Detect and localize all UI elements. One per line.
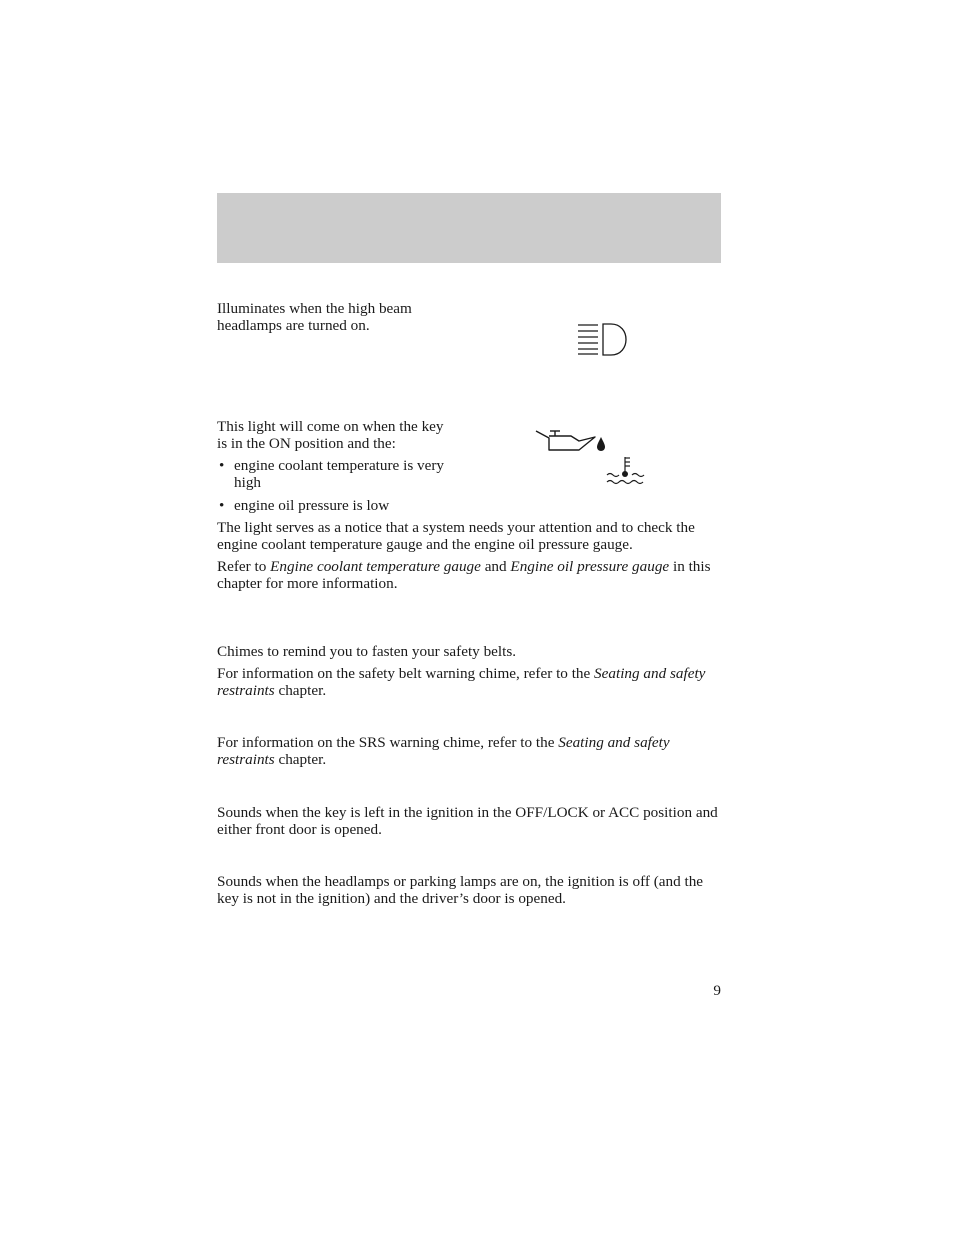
headlamps-on-section	[217, 873, 721, 907]
safety-belt-section	[217, 643, 721, 699]
high-beam-section	[217, 300, 449, 334]
chapter-reference-link: Seating and safety restraints	[217, 734, 670, 768]
page-number: 9	[713, 982, 721, 999]
coolant-temperature-icon	[605, 455, 647, 487]
srs-reference: For information on the SRS warning chime, refer to the Seating and safety restraints chapter.	[217, 734, 670, 768]
engine-warning-reference: Refer to Engine coolant temperature gauge and Engine oil pressure gauge in this chapter for more information.	[217, 558, 711, 592]
gauge-reference-link: Engine coolant temperature gauge	[270, 558, 481, 575]
engine-warning-section	[217, 418, 721, 592]
section-header-band	[217, 193, 721, 263]
headlamps-on-description: Sounds when the headlamps or parking lamps are on, the ignition is off (and the key is not in the ignition) and the driver’s door is opened.	[217, 873, 704, 907]
high-beam-icon	[576, 322, 632, 358]
srs-section	[217, 734, 721, 768]
high-beam-description: Illuminates when the high beam headlamps are turned on.	[217, 300, 412, 334]
key-in-ignition-section	[217, 804, 721, 838]
engine-warning-notice: The light serves as a notice that a system needs your attention and to check the engine coolant temperature gauge and the engine oil pressure gauge.	[217, 519, 695, 553]
chapter-reference-link: Seating and safety restraints	[217, 665, 706, 699]
oil-can-icon	[533, 426, 607, 456]
list-item: • engine oil pressure is low	[217, 497, 457, 514]
engine-warning-intro: This light will come on when the key is in the ON position and the:	[217, 418, 444, 452]
key-in-ignition-description: Sounds when the key is left in the ignition in the OFF/LOCK or ACC position and either front door is opened.	[217, 804, 718, 838]
gauge-reference-link: Engine oil pressure gauge	[510, 558, 670, 575]
safety-belt-reference: For information on the safety belt warning chime, refer to the Seating and safety restraints chapter.	[217, 665, 706, 699]
engine-warning-list	[217, 457, 457, 514]
safety-belt-description: Chimes to remind you to fasten your safety belts.	[217, 643, 517, 660]
list-item: • engine coolant temperature is very high	[217, 457, 457, 491]
